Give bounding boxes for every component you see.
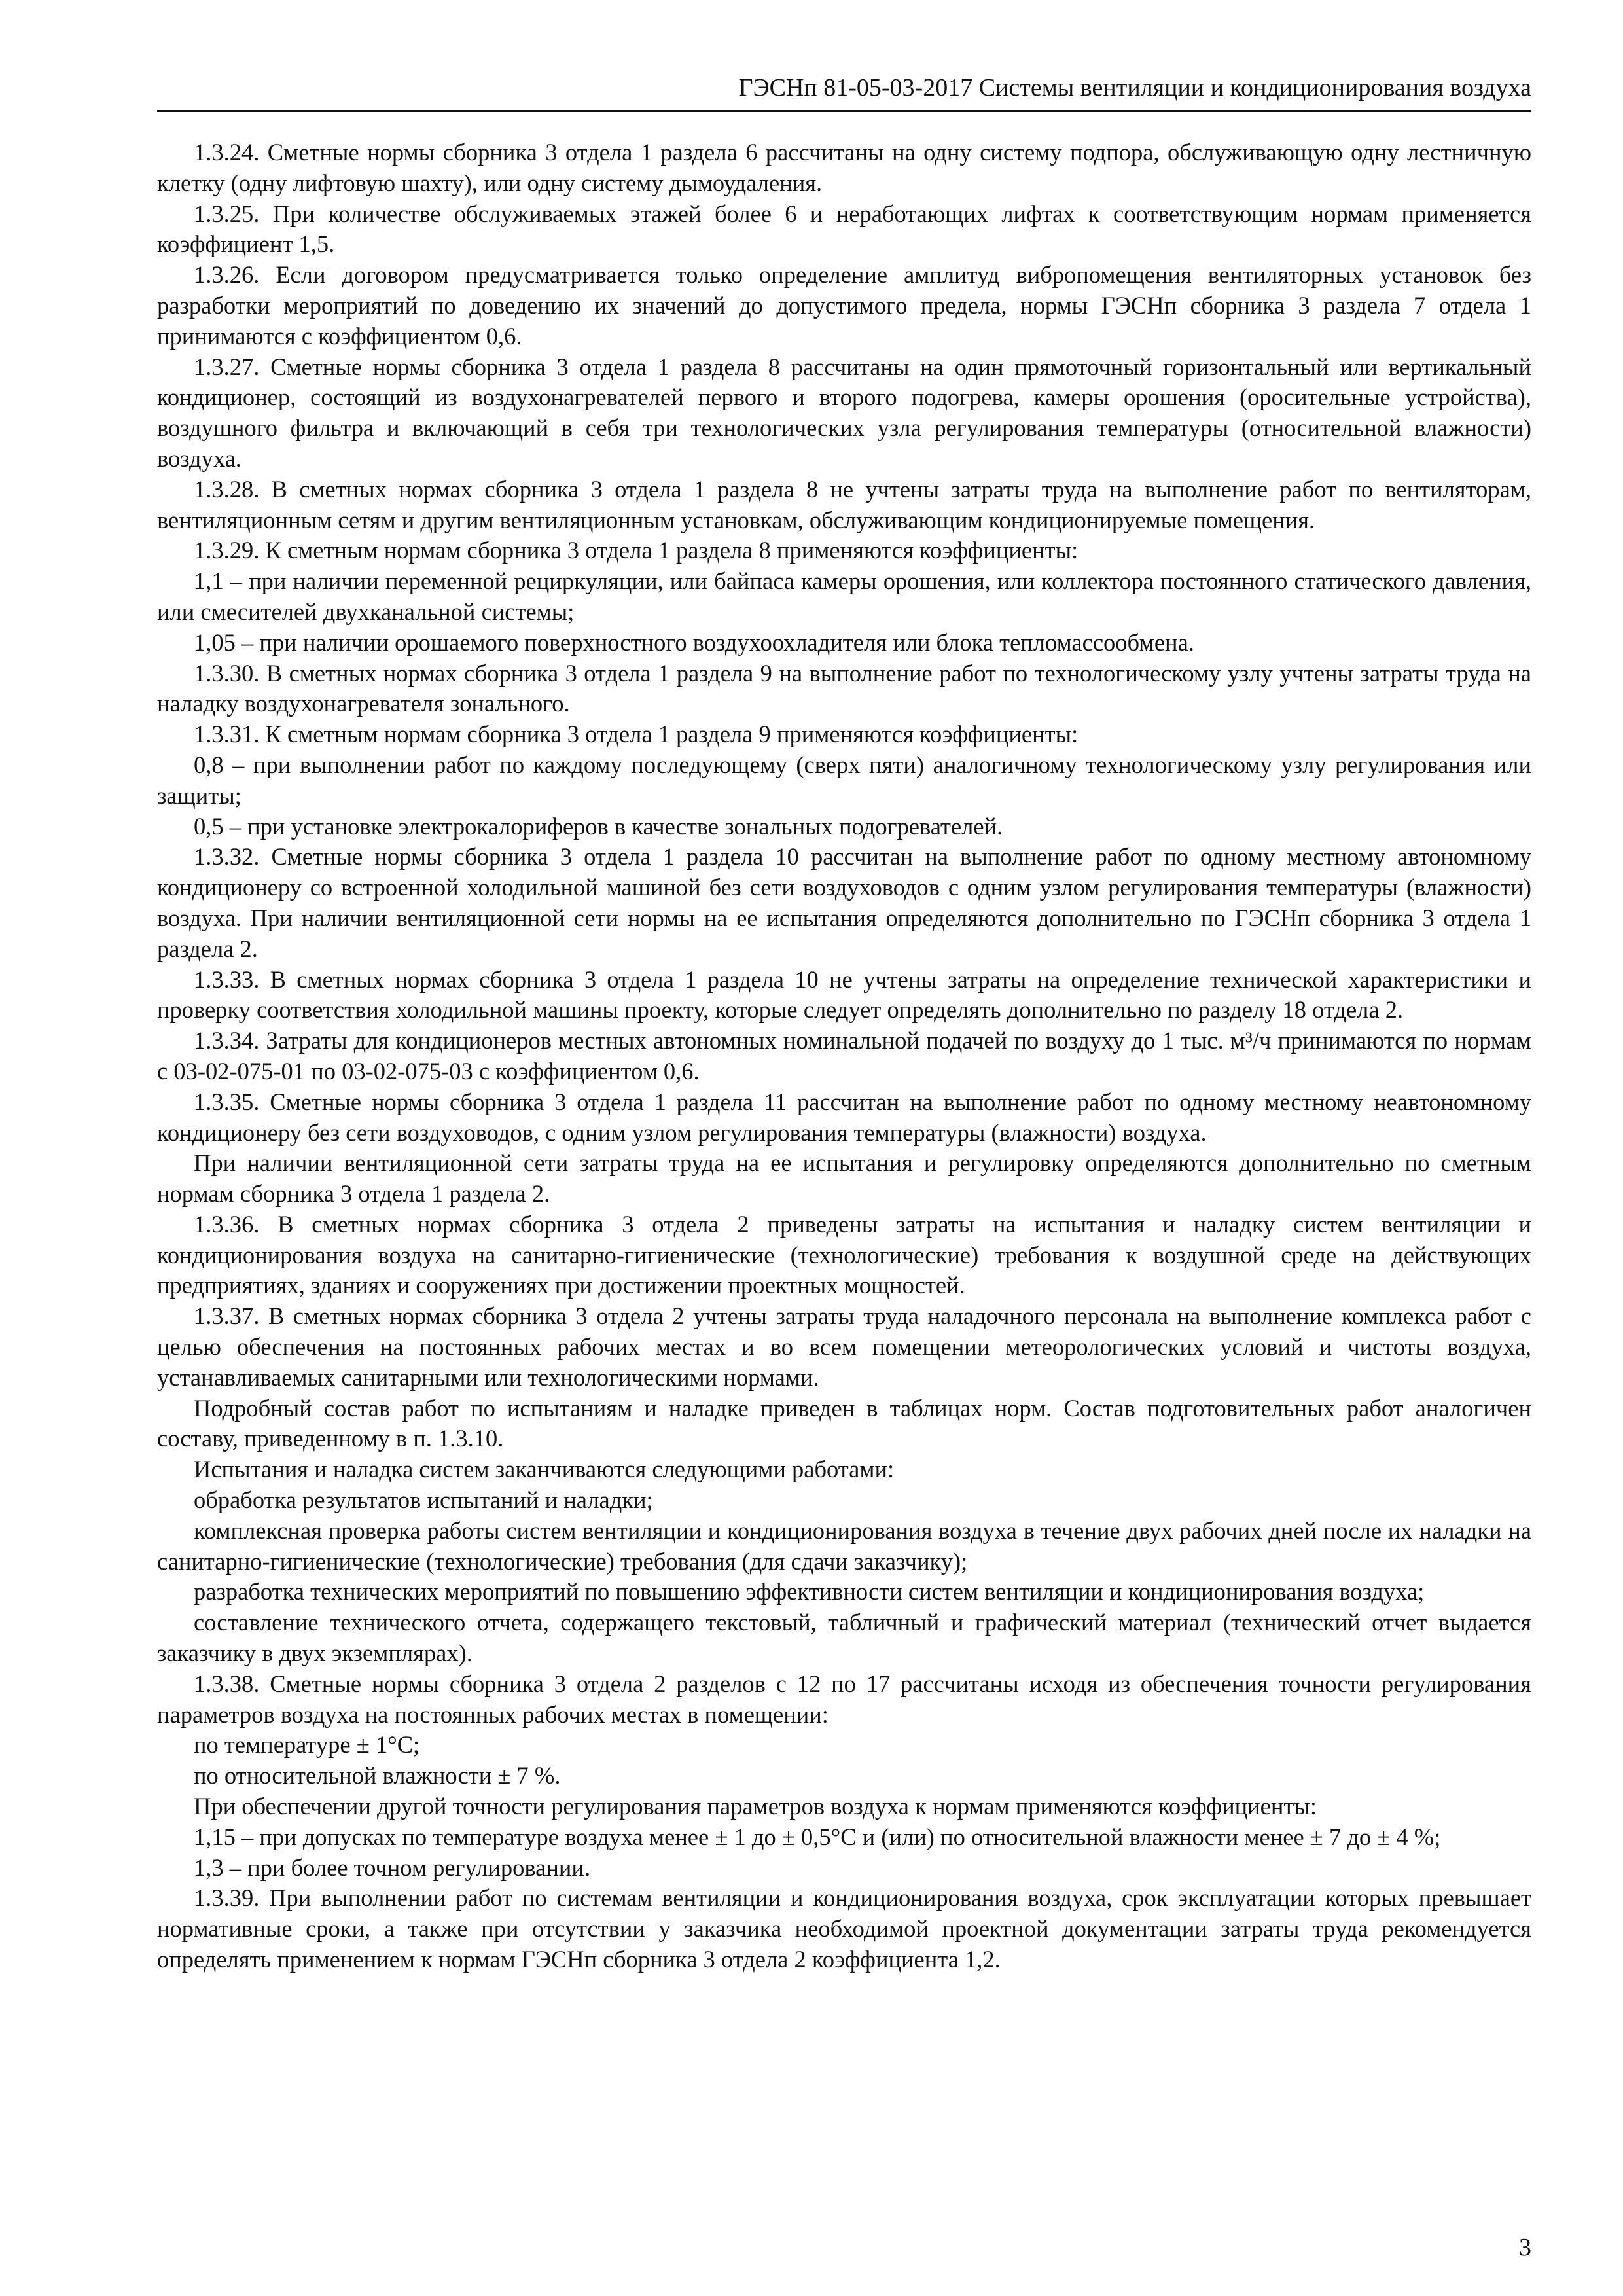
paragraph-1-3-37: 1.3.37. В сметных нормах сборника 3 отдела 2 учтены затраты труда наладочного персонала на выполнение комплекса работ с целью обеспечения на постоянных рабочих местах и во всем помещении метеорологических условий и чистоты воздуха, устанавливаемых санитарными или технологическими нормами. bbox=[157, 1302, 1531, 1391]
coefficient-0-5: 0,5 – при установке электрокалориферов в качестве зональных подогревателей. bbox=[194, 812, 1003, 840]
paragraph-1-3-36: 1.3.36. В сметных нормах сборника 3 отдела 2 приведены затраты на испытания и наладку систем вентиляции и кондиционирования воздуха на санитарно-гигиенические (технологические) требования к воздушной среде на действующих предприятиях, зданиях и сооружениях при достижении проектных мощностей. bbox=[157, 1210, 1531, 1299]
paragraph-work-composition: Подробный состав работ по испытаниям и наладке приведен в таблицах норм. Состав подготовительных работ аналогичен составу, приведенному в п. 1.3.10. bbox=[157, 1394, 1531, 1452]
paragraph-1-3-32: 1.3.32. Сметные нормы сборника 3 отдела 1 раздела 10 рассчитан на выполнение работ по одному местному автономному кондиционеру со встроенной холодильной машиной без сети воздуховодов с одним узлом регулирования температуры (влажности) воздуха. При наличии вентиляционной сети нормы на ее испытания определяются дополнительно по ГЭСНп сборника 3 отдела 1 раздела 2. bbox=[157, 843, 1531, 962]
paragraph-1-3-24: 1.3.24. Сметные нормы сборника 3 отдела 1 раздела 6 рассчитаны на одну систему подпора, обслуживающую одну лестничную клетку (одну лифтовую шахту), или одну систему дымоудаления. bbox=[157, 139, 1531, 196]
paragraph-1-3-35: 1.3.35. Сметные нормы сборника 3 отдела 1 раздела 11 рассчитан на выполнение работ по одному местному неавтономному кондиционеру без сети воздуховодов, с одним узлом регулирования температуры (влажности) воздуха. bbox=[157, 1088, 1531, 1146]
list-item-report: составление технического отчета, содержащего текстовый, табличный и графический материал (технический отчет выдается заказчику в двух экземплярах). bbox=[157, 1609, 1531, 1667]
paragraph-final-works-intro: Испытания и наладка систем заканчиваются следующими работами: bbox=[194, 1456, 895, 1483]
paragraph-1-3-38: 1.3.38. Сметные нормы сборника 3 отдела 2 разделов с 12 по 17 рассчитаны исходя из обеспечения точности регулирования параметров воздуха на постоянных рабочих местах в помещении: bbox=[157, 1670, 1531, 1728]
coefficient-1-05: 1,05 – при наличии орошаемого поверхностного воздухоохладителя или блока тепломассообмена. bbox=[194, 628, 1194, 656]
list-item-complex-check: комплексная проверка работы систем вентиляции и кондиционирования воздуха в течение двух рабочих дней после их наладки на санитарно-гигиенические (технологические) требования (для сдачи заказчику); bbox=[157, 1516, 1531, 1575]
list-item-measures: разработка технических мероприятий по повышению эффективности систем вентиляции и кондиционирования воздуха; bbox=[194, 1578, 1425, 1605]
paragraph-1-3-30: 1.3.30. В сметных нормах сборника 3 отдела 1 раздела 9 на выполнение работ по технологическому узлу учтены затраты труда на наладку воздухонагревателя зонального. bbox=[157, 659, 1531, 717]
coefficient-1-3: 1,3 – при более точном регулировании. bbox=[194, 1854, 591, 1881]
list-item-processing: обработка результатов испытаний и наладки; bbox=[194, 1486, 653, 1514]
paragraph-1-3-25: 1.3.25. При количестве обслуживаемых этажей более 6 и неработающих лифтах к соответствующим нормам применяется коэффициент 1,5. bbox=[157, 200, 1531, 258]
document-body bbox=[157, 137, 1531, 1975]
paragraph-1-3-29: 1.3.29. К сметным нормам сборника 3 отдела 1 раздела 8 применяются коэффициенты: bbox=[194, 537, 1079, 564]
paragraph-1-3-31: 1.3.31. К сметным нормам сборника 3 отдела 1 раздела 9 применяются коэффициенты: bbox=[194, 721, 1079, 748]
paragraph-1-3-33: 1.3.33. В сметных нормах сборника 3 отдела 1 раздела 10 не учтены затраты на определение технической характеристики и проверку соответствия холодильной машины проекту, которые следует определять дополнительно по разделу 18 отдела 2. bbox=[157, 965, 1531, 1024]
accuracy-humidity: по относительной влажности ± 7 %. bbox=[194, 1762, 561, 1789]
coefficient-1-15: 1,15 – при допусках по температуре воздуха менее ± 1 до ± 0,5°С и (или) по относительной влажности менее ± 7 до ± 4 %; bbox=[194, 1823, 1441, 1850]
paragraph-1-3-26: 1.3.26. Если договором предусматривается только определение амплитуд вибропомещения вентиляторных установок без разработки мероприятий по доведению их значений до допустимого предела, нормы ГЭСНп сборника 3 раздела 7 отдела 1 принимаются с коэффициентом 0,6. bbox=[157, 261, 1531, 350]
paragraph-1-3-28: 1.3.28. В сметных нормах сборника 3 отдела 1 раздела 8 не учтены затраты труда на выполнение работ по вентиляторам, вентиляционным сетям и другим вентиляционным установкам, обслуживающим кондиционируемые помещения. bbox=[157, 475, 1531, 533]
coefficient-0-8: 0,8 – при выполнении работ по каждому последующему (сверх пяти) аналогичному технологическому узлу регулирования или защиты; bbox=[157, 751, 1531, 809]
coefficient-1-1: 1,1 – при наличии переменной рециркуляции, или байпаса камеры орошения, или коллектора постоянного статического давления, или смесителей двухканальной системы; bbox=[157, 567, 1531, 625]
paragraph-1-3-34: 1.3.34. Затраты для кондиционеров местных автономных номинальной подачей по воздуху до 1 тыс. м³/ч принимаются по нормам с 03-02-075-01 по 03-02-075-03 с коэффициентом 0,6. bbox=[157, 1027, 1531, 1085]
paragraph-other-accuracy: При обеспечении другой точности регулирования параметров воздуха к нормам применяются коэффициенты: bbox=[194, 1793, 1317, 1820]
paragraph-1-3-39: 1.3.39. При выполнении работ по системам вентиляции и кондиционирования воздуха, срок эксплуатации которых превышает нормативные сроки, а также при отсутствии у заказчика необходимой проектной документации затраты труда рекомендуется определять применением к нормам ГЭСНп сборника 3 отдела 2 коэффициента 1,2. bbox=[157, 1884, 1531, 1973]
paragraph-1-3-27: 1.3.27. Сметные нормы сборника 3 отдела 1 раздела 8 рассчитаны на один прямоточный горизонтальный или вертикальный кондиционер, состоящий из воздухонагревателей первого и второго подогрева, камеры орошения (оросительные устройства), воздушного фильтра и включающий в себя три технологических узла регулирования температуры (относительной влажности) воздуха. bbox=[157, 353, 1531, 472]
paragraph-ventilation-network: При наличии вентиляционной сети затраты труда на ее испытания и регулировку определяются дополнительно по сметным нормам сборника 3 отдела 1 раздела 2. bbox=[157, 1149, 1531, 1208]
running-header: ГЭСНп 81-05-03-2017 Системы вентиляции и кондиционирования воздуха bbox=[157, 73, 1531, 112]
accuracy-temperature: по температуре ± 1°С; bbox=[194, 1731, 420, 1759]
page-number: 3 bbox=[1519, 2234, 1531, 2261]
